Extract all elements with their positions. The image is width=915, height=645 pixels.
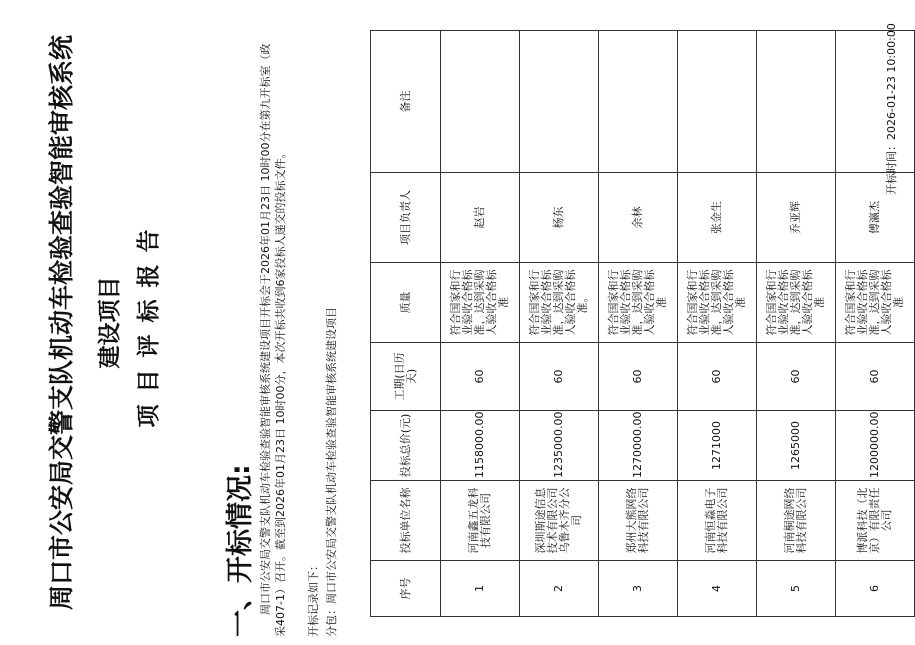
section-heading: 一、开标情况: (225, 464, 256, 637)
cell-quality: 符合国家和行业验收合格标准，达到采购人验收合格标准。 (520, 263, 599, 343)
cell-price: 1271000 (678, 411, 757, 481)
cell-quality: 符合国家和行业验收合格标准，达到采购人验收合格标准 (678, 263, 757, 343)
cell-company: 河南桐途网络科技有限公司 (757, 481, 836, 561)
bid-opening-table (370, 30, 915, 617)
cell-note (441, 31, 520, 173)
cell-period: 60 (599, 343, 678, 411)
cell-note (757, 31, 836, 173)
col-header-company: 投标单位名称 (371, 481, 441, 561)
cell-manager: 杨东 (520, 173, 599, 263)
table-row (520, 31, 599, 617)
table-row (441, 31, 520, 617)
cell-no: 2 (520, 561, 599, 617)
cell-price: 1158000.00 (441, 411, 520, 481)
intro-paragraph: 周口市公安局交警支队机动车检验查验智能审核系统建设项目开标会于2026年01月23日 10时00分在第九开标室（政采407-1）召开。截至到2026年01月23日 10时00分，本次开标共收到6家投标人递交的投标文件。 (259, 43, 287, 637)
col-header-price: 投标总价(元) (371, 411, 441, 481)
cell-no: 3 (599, 561, 678, 617)
cell-no: 5 (757, 561, 836, 617)
cell-company: 河南鑫五龙科技有限公司 (441, 481, 520, 561)
cell-period: 60 (678, 343, 757, 411)
cell-manager: 余林 (599, 173, 678, 263)
cell-manager: 乔亚辉 (757, 173, 836, 263)
cell-manager: 张金生 (678, 173, 757, 263)
cell-quality: 符合国家和行业验收合格标准，达到采购人验收合格标准 (599, 263, 678, 343)
col-header-no: 序号 (371, 561, 441, 617)
cell-company: 博派科技（北京）有限责任公司 (836, 481, 915, 561)
cell-price: 1200000.00 (836, 411, 915, 481)
cell-company: 深圳斯途信息技术有限公司乌鲁木齐分公司 (520, 481, 599, 561)
package-label: 分包：周口市公安局交警支队机动车检验查验智能审核系统建设项目 (325, 307, 338, 637)
col-header-manager: 项目负责人 (371, 173, 441, 263)
report-title-line-2: 建设项目 (97, 276, 123, 369)
cell-quality: 符合国家和行业验收合格标准，达到采购人验收合格标准 (836, 263, 915, 343)
cell-period: 60 (441, 343, 520, 411)
cell-quality: 符合国家和行业验收合格标准，达到采购人验收合格标准 (441, 263, 520, 343)
cell-company: 郑州大熊网络科技有限公司 (599, 481, 678, 561)
report-title-line-1: 周口市公安局交警支队机动车检验查验智能审核系统 (47, 35, 76, 611)
table-row (757, 31, 836, 617)
cell-note (678, 31, 757, 173)
report-title-line-3: 项目评标报告 (136, 217, 162, 428)
table-row (599, 31, 678, 617)
record-label: 开标记录如下： (307, 560, 320, 637)
cell-company: 河南恒淼电子科技有限公司 (678, 481, 757, 561)
cell-no: 1 (441, 561, 520, 617)
cell-period: 60 (757, 343, 836, 411)
table-header-row (371, 31, 441, 617)
cell-period: 60 (520, 343, 599, 411)
cell-no: 6 (836, 561, 915, 617)
cell-period: 60 (836, 343, 915, 411)
cell-price: 1265000 (757, 411, 836, 481)
col-header-quality: 质量 (371, 263, 441, 343)
col-header-period: 工期(日历天) (371, 343, 441, 411)
cell-price: 1270000.00 (599, 411, 678, 481)
cell-note (599, 31, 678, 173)
table-row (836, 31, 915, 617)
col-header-note: 备注 (371, 31, 441, 173)
cell-note (836, 31, 915, 173)
cell-note (520, 31, 599, 173)
table-row (678, 31, 757, 617)
cell-manager: 赵岩 (441, 173, 520, 263)
open-time-footer: 开标时间：2026-01-23 10:00:00 (885, 23, 898, 195)
cell-manager: 傅瀛杰 (836, 173, 915, 263)
cell-price: 1235000.00 (520, 411, 599, 481)
cell-no: 4 (678, 561, 757, 617)
cell-quality: 符合国家和行业验收合格标准，达到采购人验收合格标准 (757, 263, 836, 343)
